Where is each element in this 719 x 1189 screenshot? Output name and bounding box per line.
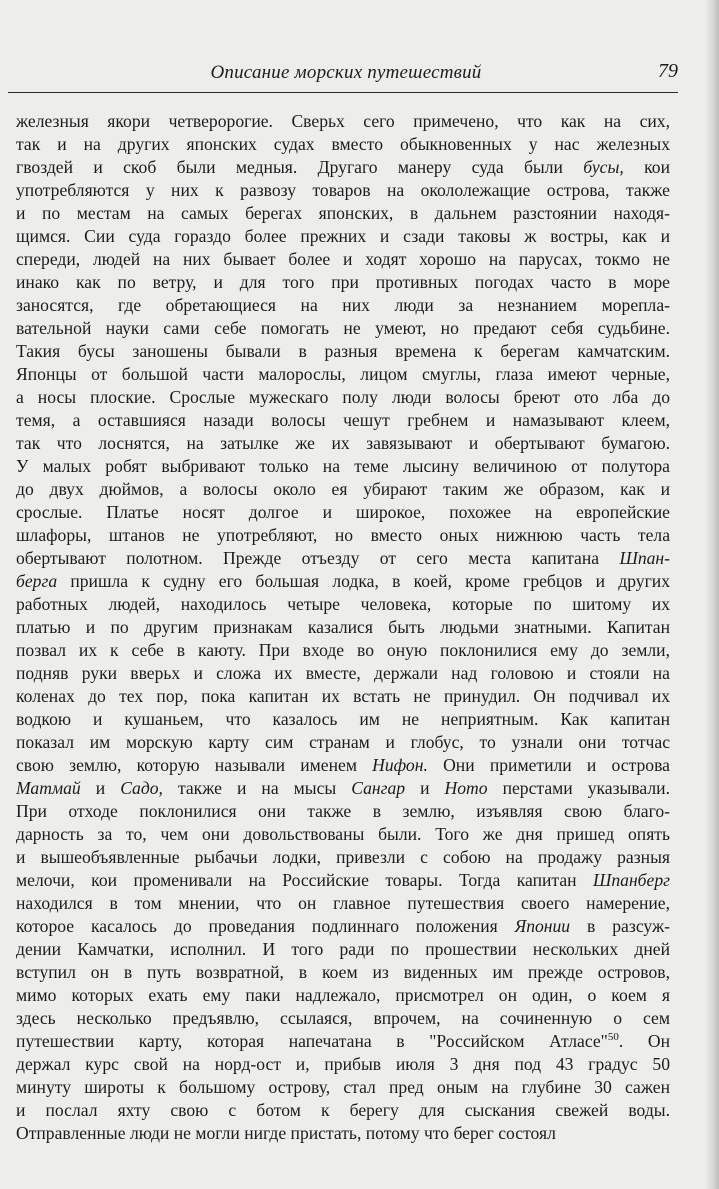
- text-segment: держал курс свой на норд-ост и, прибыв июля 3 дня под 43 градус 50: [16, 1054, 670, 1074]
- running-header-title: Описание морских путешествий: [210, 62, 482, 83]
- text-line: [16, 409, 670, 432]
- text-segment: а носы плоские. Сpoслые мужескаго полу люди волосы бреют ото лба до: [16, 387, 670, 407]
- text-line: [16, 938, 670, 961]
- header-rule: [8, 92, 678, 93]
- page-edge-shadow: [705, 0, 719, 1189]
- text-segment: железныя якори четверорогие. Сверьх сего примечено, что как на сих,: [16, 111, 670, 131]
- text-line: [16, 202, 670, 225]
- text-line: [16, 846, 670, 869]
- text-segment: подняв руки вверьх и сложа их вместе, держали над головою и стояли на: [16, 663, 670, 683]
- text-segment: пришла к судну его большая лодка, в коей, кроме гребцов и других: [57, 571, 670, 591]
- text-segment: также и на мысы: [162, 778, 352, 798]
- text-segment: и: [405, 778, 445, 798]
- text-segment: так и на других японских судах вместо обыкновенных у нас железных: [16, 134, 670, 154]
- italic-term: Сангар: [351, 778, 406, 798]
- running-header: [8, 58, 684, 90]
- italic-term: Японии: [514, 916, 571, 936]
- italic-term: Шпан-: [619, 548, 670, 568]
- text-segment: которое касалось до проведания подлиннаго положения: [16, 916, 515, 936]
- text-segment: спереди, людей на них бывает более и ходят хорошо на парусах, токмо не: [16, 249, 670, 269]
- text-line: [16, 317, 670, 340]
- text-line: [16, 271, 670, 294]
- text-segment: При отходе поклонилися они также в землю, изъявляя свою благо-: [16, 801, 670, 821]
- text-segment: гвоздей и скоб были медныя. Другаго манеру суда были: [16, 157, 584, 177]
- text-segment: дарность за то, чем они довольствованы были. Того же дня пришед опять: [16, 824, 670, 844]
- text-line: [16, 961, 670, 984]
- text-line: [16, 432, 670, 455]
- text-segment: вательной науки сами себе помогать не умеют, но предают себя судьбине.: [16, 318, 670, 338]
- text-line: [16, 570, 670, 593]
- text-segment: и вышеобъявленные рыбачьи лодки, привезли с собою на продажу разныя: [16, 847, 670, 867]
- text-line: [16, 1076, 670, 1099]
- text-segment: и послал яхту свою с ботом к берегу для сыскания свежей воды.: [16, 1100, 670, 1120]
- page-number: 79: [658, 60, 678, 82]
- text-line: [16, 800, 670, 823]
- italic-term: Ното: [444, 778, 488, 798]
- text-line: [16, 823, 670, 846]
- text-line: [16, 984, 670, 1007]
- text-line: [16, 524, 670, 547]
- text-segment: употребляются у них к развозу товаров на окололежащие острова, также: [16, 180, 670, 200]
- text-segment: путешествии карту, которая напечатана в "Российском Атласе": [16, 1031, 608, 1051]
- italic-term: берга: [16, 571, 58, 591]
- text-line: [16, 547, 670, 570]
- text-segment: здесь несколько предъявлю, ссылаяся, впрочем, на сочиненную о сем: [16, 1008, 670, 1028]
- text-segment: шлафоры, штанов не употребляют, но вместо оных нижнюю часть тела: [16, 525, 670, 545]
- text-line: [16, 662, 670, 685]
- text-line: [16, 225, 670, 248]
- text-segment: работных людей, находилось четыре человека, которые по шитому их: [16, 594, 670, 614]
- text-segment: до двух дюймов, а волосы около ея убирают таким же образом, как и: [16, 479, 670, 499]
- text-line: [16, 593, 670, 616]
- text-segment: кои: [623, 157, 670, 177]
- text-segment: вступил он в путь возвратной, в коем из виденных им прежде островов,: [16, 962, 670, 982]
- text-segment: инако как по ветру, и для того при противных погодах часто в море: [16, 272, 670, 292]
- text-line: [16, 1099, 670, 1122]
- text-segment: срослые. Платье носят долгое и широкое, похожее на европейские: [16, 502, 670, 522]
- body-text: [16, 110, 670, 1145]
- text-line: [16, 478, 670, 501]
- text-line: [16, 248, 670, 271]
- text-segment: мимо которых ехать ему паки надлежало, присмотрел он один, о коем я: [16, 985, 670, 1005]
- text-line: [16, 501, 670, 524]
- text-line: [16, 777, 670, 800]
- text-line: [16, 685, 670, 708]
- text-segment: Такия бусы заношены бывали в разныя времена к берегам камчатским.: [16, 341, 670, 361]
- text-line: [16, 1053, 670, 1076]
- text-segment: обертывают полотном. Прежде отъезду от сего места капитана: [16, 548, 620, 568]
- text-line: [16, 156, 670, 179]
- text-segment: находился в том мнении, что он главное путешествия своего намерение,: [16, 893, 670, 913]
- text-segment: показал им морскую карту сим странам и глобус, то узнали они тотчас: [16, 732, 670, 752]
- text-line: [16, 386, 670, 409]
- text-line: [16, 133, 670, 156]
- text-segment: темя, а оставшияся назади волосы чешут гребнем и намазывают клеем,: [16, 410, 670, 430]
- text-line: [16, 363, 670, 386]
- text-segment: и по местам на самых берегах японских, в дальнем разстоянии находя-: [16, 203, 670, 223]
- text-segment: водкою и кушаньем, что казалось им не неприятным. Как капитан: [16, 709, 670, 729]
- text-line: [16, 731, 670, 754]
- text-segment: в разсуж-: [570, 916, 670, 936]
- text-segment: так что лоснятся, на затылке же их завязывают и обертывают бумагою.: [16, 433, 670, 453]
- text-line: [16, 616, 670, 639]
- text-segment: и: [80, 778, 121, 798]
- text-segment: . Он: [618, 1031, 670, 1051]
- text-line: [16, 294, 670, 317]
- italic-term: Садо,: [120, 778, 163, 798]
- text-segment: платью и по другим признакам казалися быть людьми знатными. Капитан: [16, 617, 670, 637]
- text-line: [16, 1007, 670, 1030]
- text-segment: минуту широты к большому острову, стал пред оным на глубине 30 сажен: [16, 1077, 670, 1097]
- text-segment: заносятся, где обретающиеся на них люди за незнанием мореплa-: [16, 295, 670, 315]
- text-line: [16, 892, 670, 915]
- italic-term: бусы,: [583, 157, 624, 177]
- italic-term: Нифон.: [372, 755, 428, 775]
- text-line: [16, 639, 670, 662]
- text-segment: Отправленные люди не могли нигде пристать, потому что берег состоял: [16, 1123, 556, 1143]
- text-line: [16, 708, 670, 731]
- text-segment: позвал их к себе в каюту. При входе во оную поклонилися ему до земли,: [16, 640, 670, 660]
- text-segment: перстами указывали.: [487, 778, 670, 798]
- text-line: [16, 915, 670, 938]
- text-segment: щимся. Сии суда гораздо более прежних и сзади таковы ж востры, как и: [16, 226, 670, 246]
- text-line: [16, 340, 670, 363]
- text-line: [16, 110, 670, 133]
- text-line: [16, 179, 670, 202]
- italic-term: Шпанберг: [593, 870, 670, 890]
- text-segment: свою землю, которую называли именем: [16, 755, 373, 775]
- text-segment: У малых робят выбривают только на теме лысину величиною от полутора: [16, 456, 670, 476]
- text-segment: коленах до тех пор, пока капитан их встать не принудил. Он подчивал их: [16, 686, 670, 706]
- italic-term: Матмай: [16, 778, 81, 798]
- text-segment: Они приметили и острова: [427, 755, 670, 775]
- text-line: [16, 455, 670, 478]
- text-line: [16, 754, 670, 777]
- text-segment: дении Камчатки, исполнил. И того ради по прошествии нескольких дней: [16, 939, 670, 959]
- text-line: [16, 869, 670, 892]
- text-line: [16, 1030, 670, 1053]
- footnote-ref: 50: [607, 1031, 619, 1044]
- text-line: [16, 1122, 670, 1145]
- text-segment: мелочи, кои променивали на Российские товары. Тогда капитан: [16, 870, 593, 890]
- text-segment: Японцы от большой части малорослы, лицом смуглы, глаза имеют черные,: [16, 364, 670, 384]
